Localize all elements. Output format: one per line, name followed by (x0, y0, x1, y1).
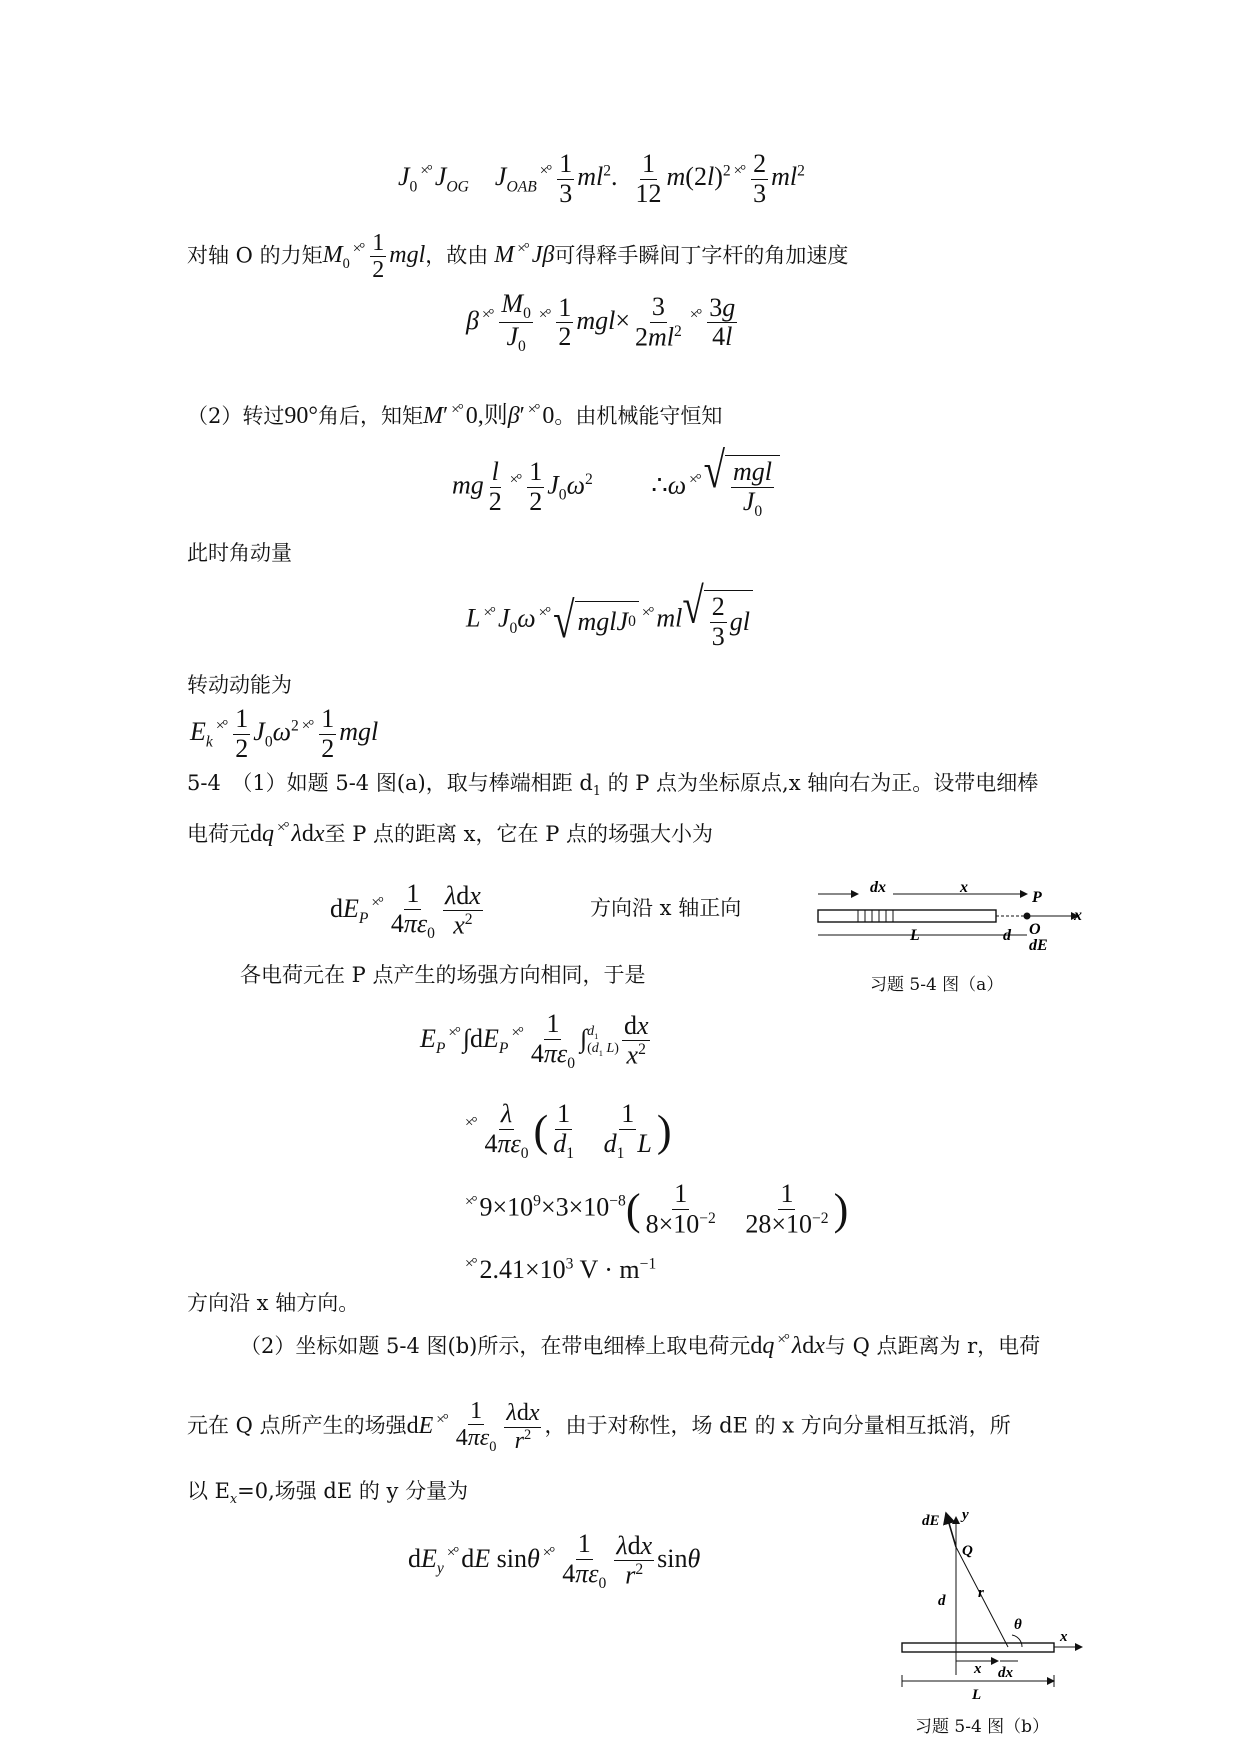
charged-rod (818, 910, 996, 922)
eq-moment-of-inertia: $J_0^{\times^\circ}$ $J_{OG}$ $J_{OAB}^{\times^\circ}$ $\frac{1}{3}$ $ml^2$. $\frac{1}{12}$ $m(2l)^2$ ×° $\frac{2}{3}$ $ml^2$ (398, 149, 805, 208)
paragraph-part2b-line2: 元在 Q 点所产生的场强dE ×° $\frac{1}{4\pi\varepsilon_0}$ $\frac{\text{λdx}}{r^2}$ ，由于对称性，场 dE 的 x 方向分量相互抵消，所 (187, 1398, 1011, 1456)
eq-dEp: $dE_P^{\times^\circ}$ $\frac{1}{4\pi\varepsilon_0}$ $\frac{\text{λdx}}{x^2}$ (330, 879, 481, 942)
figure-b-caption: 习题 5-4 图（b） (915, 1717, 1050, 1737)
paragraph-part2b-line3: 以 $E_x=0$,场强 dE 的 y 分量为 (187, 1479, 469, 1507)
eq-Ep-step2: ×° $\frac{\lambda}{4\pi\varepsilon_0}$ ( $\frac{1}{d_1}$ $\frac{1}{d_1 L}$ ) (465, 1099, 672, 1162)
svg-text:d: d (938, 1593, 946, 1609)
eq-angular-momentum: L ×° $J_0\omega$ ×° √ mglJ 0 ×° ml √ $\frac{2}{3}$ gl (466, 590, 753, 651)
eq-Ep-step3: ×° $9\times 10^9\times 3\times 10^{-8}$( $\frac{1}{8\times 10^{-2}}$ $\frac{1}{28\times 10^{-2}}$ ) (465, 1179, 849, 1239)
svg-text:dE: dE (922, 1513, 940, 1529)
svg-text:dE: dE (1029, 937, 1048, 954)
paragraph-5-4: 5-4 （1）如题 5-4 图(a)，取与棒端相距 $d_1$ 的 P 点为坐标原点,x 轴向右为正。设带电细棒 (187, 771, 1039, 799)
eq-kinetic-energy: $E_k^{\times^\circ}$ $\frac{1}{2}$ $J_0\omega^2$ ×° $\frac{1}{2}$ mgl (190, 704, 379, 763)
svg-text:r: r (978, 1585, 984, 1601)
svg-text:x: x (1074, 907, 1082, 924)
svg-text:P: P (1032, 889, 1042, 906)
figure-5-4-a (810, 880, 1090, 980)
svg-text:dx: dx (870, 880, 886, 896)
eq-Ep-integral: $E_P^{\times^\circ}$ $\int dE_P^{\times^\circ}$ $\frac{1}{4\pi\varepsilon_0}$ ∫ $d_1$ ($d_1$ L) $\frac{dx}{x^2}$ (420, 1009, 649, 1072)
figure-5-4-b (880, 1505, 1090, 1705)
eq-Ep-result: ×° $2.41\times 10^3$ $V \cdot m^{-1}$ (465, 1255, 657, 1284)
figure-a-caption: 习题 5-4 图（a） (870, 975, 1004, 995)
paragraph-momentum: 此时角动量 (187, 541, 292, 565)
paragraph-direction-2: 方向沿 x 轴方向。 (187, 1291, 360, 1315)
paragraph-kinetic-energy: 转动动能为 (187, 673, 292, 697)
svg-text:x: x (974, 1661, 982, 1677)
eq-energy-conservation: mg $\frac{l}{2}$ ×° $\frac{1}{2}$ $J_0\omega^2$ ∴ω ×° √ $\frac{\text{mgl}}{J_0}$ (452, 455, 780, 520)
svg-text:dx: dx (998, 1665, 1013, 1681)
svg-text:Q: Q (962, 1543, 973, 1559)
paragraph-5-4-line2: 电荷元dq ×° λdx至 P 点的距离 x，它在 P 点的场强大小为 (187, 820, 714, 847)
direction-label-1: 方向沿 x 轴正向 (590, 896, 742, 920)
paragraph-part2: （2）转过90°角后，知矩M′ ×° 0,则β′ ×° 0。由机械能守恒知 (187, 402, 723, 429)
svg-text:θ: θ (1014, 1617, 1022, 1633)
svg-text:O: O (1029, 921, 1041, 938)
svg-text:d: d (1003, 927, 1011, 944)
eq-angular-acceleration: β ×° $\frac{M_0}{J_0}$ ×° $\frac{1}{2}$ mgl× $\frac{3}{2ml^2}$ ×° $\frac{3g}{4l}$ (466, 289, 736, 356)
paragraph-torque: 对轴 O 的力矩$M_0^{\times^\circ}$ $\frac{1}{2}$ mgl，故由 M ×° Jβ可得释手瞬间丁字杆的角加速度 (187, 230, 849, 284)
point-P (1024, 913, 1031, 920)
charged-rod-b (902, 1643, 1054, 1652)
svg-text:L: L (910, 927, 920, 944)
eq-dEy: $dE_y^{\times^\circ}$ dE sinθ ×° $\frac{1}{4\pi\varepsilon_0}$ $\frac{\text{λdx}}{r^2}$ sinθ (408, 1529, 701, 1592)
paragraph-same-direction: 各电荷元在 P 点产生的场强方向相同，于是 (240, 963, 646, 987)
svg-text:y: y (962, 1507, 969, 1523)
paragraph-part2b: （2）坐标如题 5-4 图(b)所示，在带电细棒上取电荷元dq ×° λdx与 Q 点距离为 r，电荷 (240, 1332, 1041, 1359)
svg-text:x: x (960, 880, 968, 896)
svg-text:L: L (972, 1687, 982, 1703)
svg-text:x: x (1060, 1629, 1068, 1645)
